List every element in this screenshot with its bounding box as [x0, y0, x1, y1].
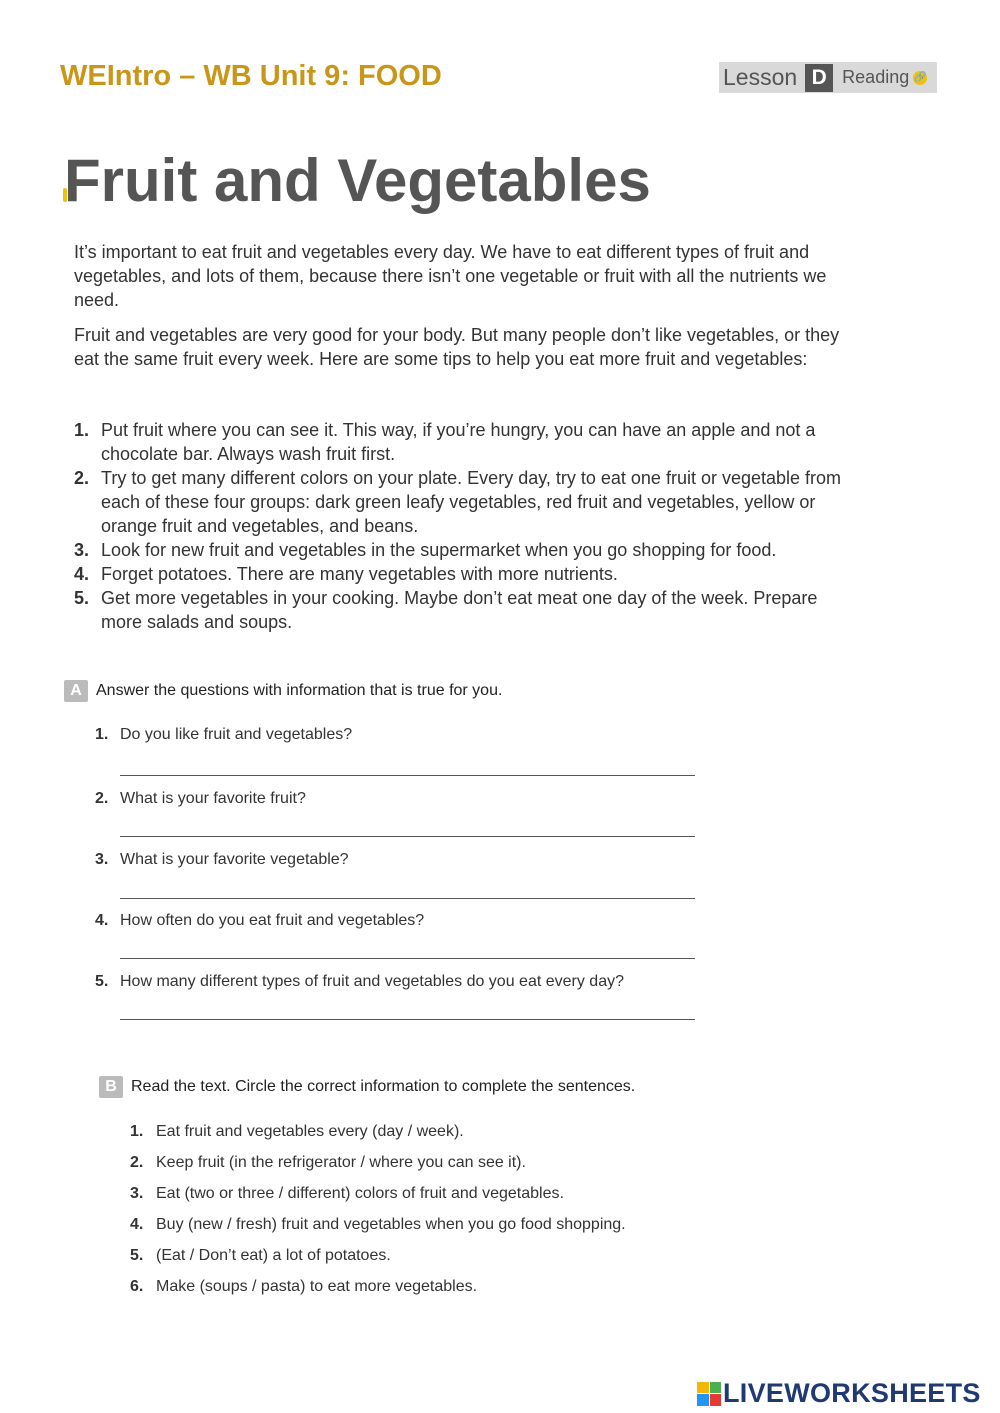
tip-number: 4. — [74, 564, 90, 584]
liveworksheets-brand: LIVEWORKSHEETS — [723, 1378, 981, 1408]
answer-line-4[interactable] — [120, 958, 695, 959]
question-3 — [95, 851, 349, 869]
tip-text: Forget potatoes. There are many vegetables with more nutrients. — [101, 564, 618, 584]
question-number: 4. — [95, 912, 109, 929]
section-b-heading — [99, 1076, 635, 1098]
circle-item-1 — [130, 1123, 464, 1141]
answer-line-2[interactable] — [120, 836, 695, 837]
answer-line-5[interactable] — [120, 1019, 695, 1020]
question-4 — [95, 912, 424, 930]
circle-item-4 — [130, 1216, 626, 1234]
section-a-badge: A — [64, 680, 88, 702]
tips-list — [74, 418, 844, 634]
question-2 — [95, 790, 306, 808]
item-text[interactable]: Buy (new / fresh) fruit and vegetables when you go food shopping. — [156, 1216, 626, 1233]
item-number: 1. — [130, 1123, 144, 1140]
list-item — [74, 562, 844, 586]
circle-item-3 — [130, 1185, 564, 1203]
lesson-tag — [719, 62, 937, 93]
tip-number: 3. — [74, 540, 90, 560]
question-text: Do you like fruit and vegetables? — [120, 726, 353, 743]
page-title: Fruit and Vegetables — [64, 147, 651, 214]
question-text: What is your favorite fruit? — [120, 790, 306, 807]
item-number: 5. — [130, 1247, 144, 1264]
section-b-badge: B — [99, 1076, 123, 1098]
lesson-skill: Reading — [842, 67, 910, 87]
lesson-word: Lesson — [723, 64, 798, 90]
intro-paragraph-1: It’s important to eat fruit and vegetables every day. We have to eat different types of fruit and vegetables, and lots of them, because there isn’t one vegetable or fruit with all the nutrients we need. — [74, 242, 827, 310]
item-text[interactable]: Eat (two or three / different) colors of fruit and vegetables. — [156, 1185, 564, 1202]
question-text: How many different types of fruit and vegetables do you eat every day? — [120, 973, 624, 990]
liveworksheets-logo-icon — [697, 1382, 721, 1406]
section-a-instruction: Answer the questions with information that is true for you. — [96, 682, 503, 699]
tip-text: Put fruit where you can see it. This way, if you’re hungry, you can have an apple and not a chocolate bar. Always wash fruit first. — [101, 420, 816, 464]
question-1 — [95, 726, 352, 744]
lesson-letter: D — [805, 64, 833, 92]
circle-item-2 — [130, 1154, 526, 1172]
section-b-instruction: Read the text. Circle the correct information to complete the sentences. — [131, 1078, 636, 1095]
item-text[interactable]: Keep fruit (in the refrigerator / where you can see it). — [156, 1154, 526, 1171]
tip-text: Get more vegetables in your cooking. Maybe don’t eat meat one day of the week. Prepare more salads and soups. — [101, 588, 818, 632]
question-text: How often do you eat fruit and vegetables? — [120, 912, 425, 929]
tip-text: Look for new fruit and vegetables in the supermarket when you go shopping for food. — [101, 540, 777, 560]
answer-line-1[interactable] — [120, 775, 695, 776]
list-item — [74, 466, 844, 538]
item-text[interactable]: Make (soups / pasta) to eat more vegetables. — [156, 1278, 478, 1295]
section-a-heading — [64, 680, 502, 702]
item-text[interactable]: (Eat / Don’t eat) a lot of potatoes. — [156, 1247, 391, 1264]
item-number: 2. — [130, 1154, 144, 1171]
item-number: 4. — [130, 1216, 144, 1233]
tip-number: 1. — [74, 420, 90, 440]
question-text: What is your favorite vegetable? — [120, 851, 349, 868]
question-5 — [95, 973, 624, 991]
answer-line-3[interactable] — [120, 898, 695, 899]
list-item — [74, 538, 844, 562]
item-text[interactable]: Eat fruit and vegetables every (day / week). — [156, 1123, 464, 1140]
liveworksheets-footer[interactable] — [697, 1378, 981, 1409]
tip-number: 5. — [74, 588, 90, 608]
question-number: 2. — [95, 790, 109, 807]
link-icon[interactable]: 🔗 — [914, 72, 927, 83]
worksheet-header-title: WEIntro – WB Unit 9: FOOD — [60, 60, 442, 92]
tip-text: Try to get many different colors on your plate. Every day, try to eat one fruit or vegetable from each of these four groups: dark green leafy vegetables, red fruit and vegetables, yellow or orange fruit and vegetables, and beans. — [101, 468, 842, 536]
circle-item-6 — [130, 1278, 477, 1296]
tip-number: 2. — [74, 468, 90, 488]
item-number: 6. — [130, 1278, 144, 1295]
intro-paragraph-2: Fruit and vegetables are very good for your body. But many people don’t like vegetables, or they eat the same fruit every week. Here are some tips to help you eat more fruit and vegetables: — [74, 325, 840, 369]
item-number: 3. — [130, 1185, 144, 1202]
question-number: 5. — [95, 973, 109, 990]
question-number: 3. — [95, 851, 109, 868]
circle-item-5 — [130, 1247, 391, 1265]
list-item — [74, 586, 844, 634]
list-item — [74, 418, 844, 466]
question-number: 1. — [95, 726, 109, 743]
